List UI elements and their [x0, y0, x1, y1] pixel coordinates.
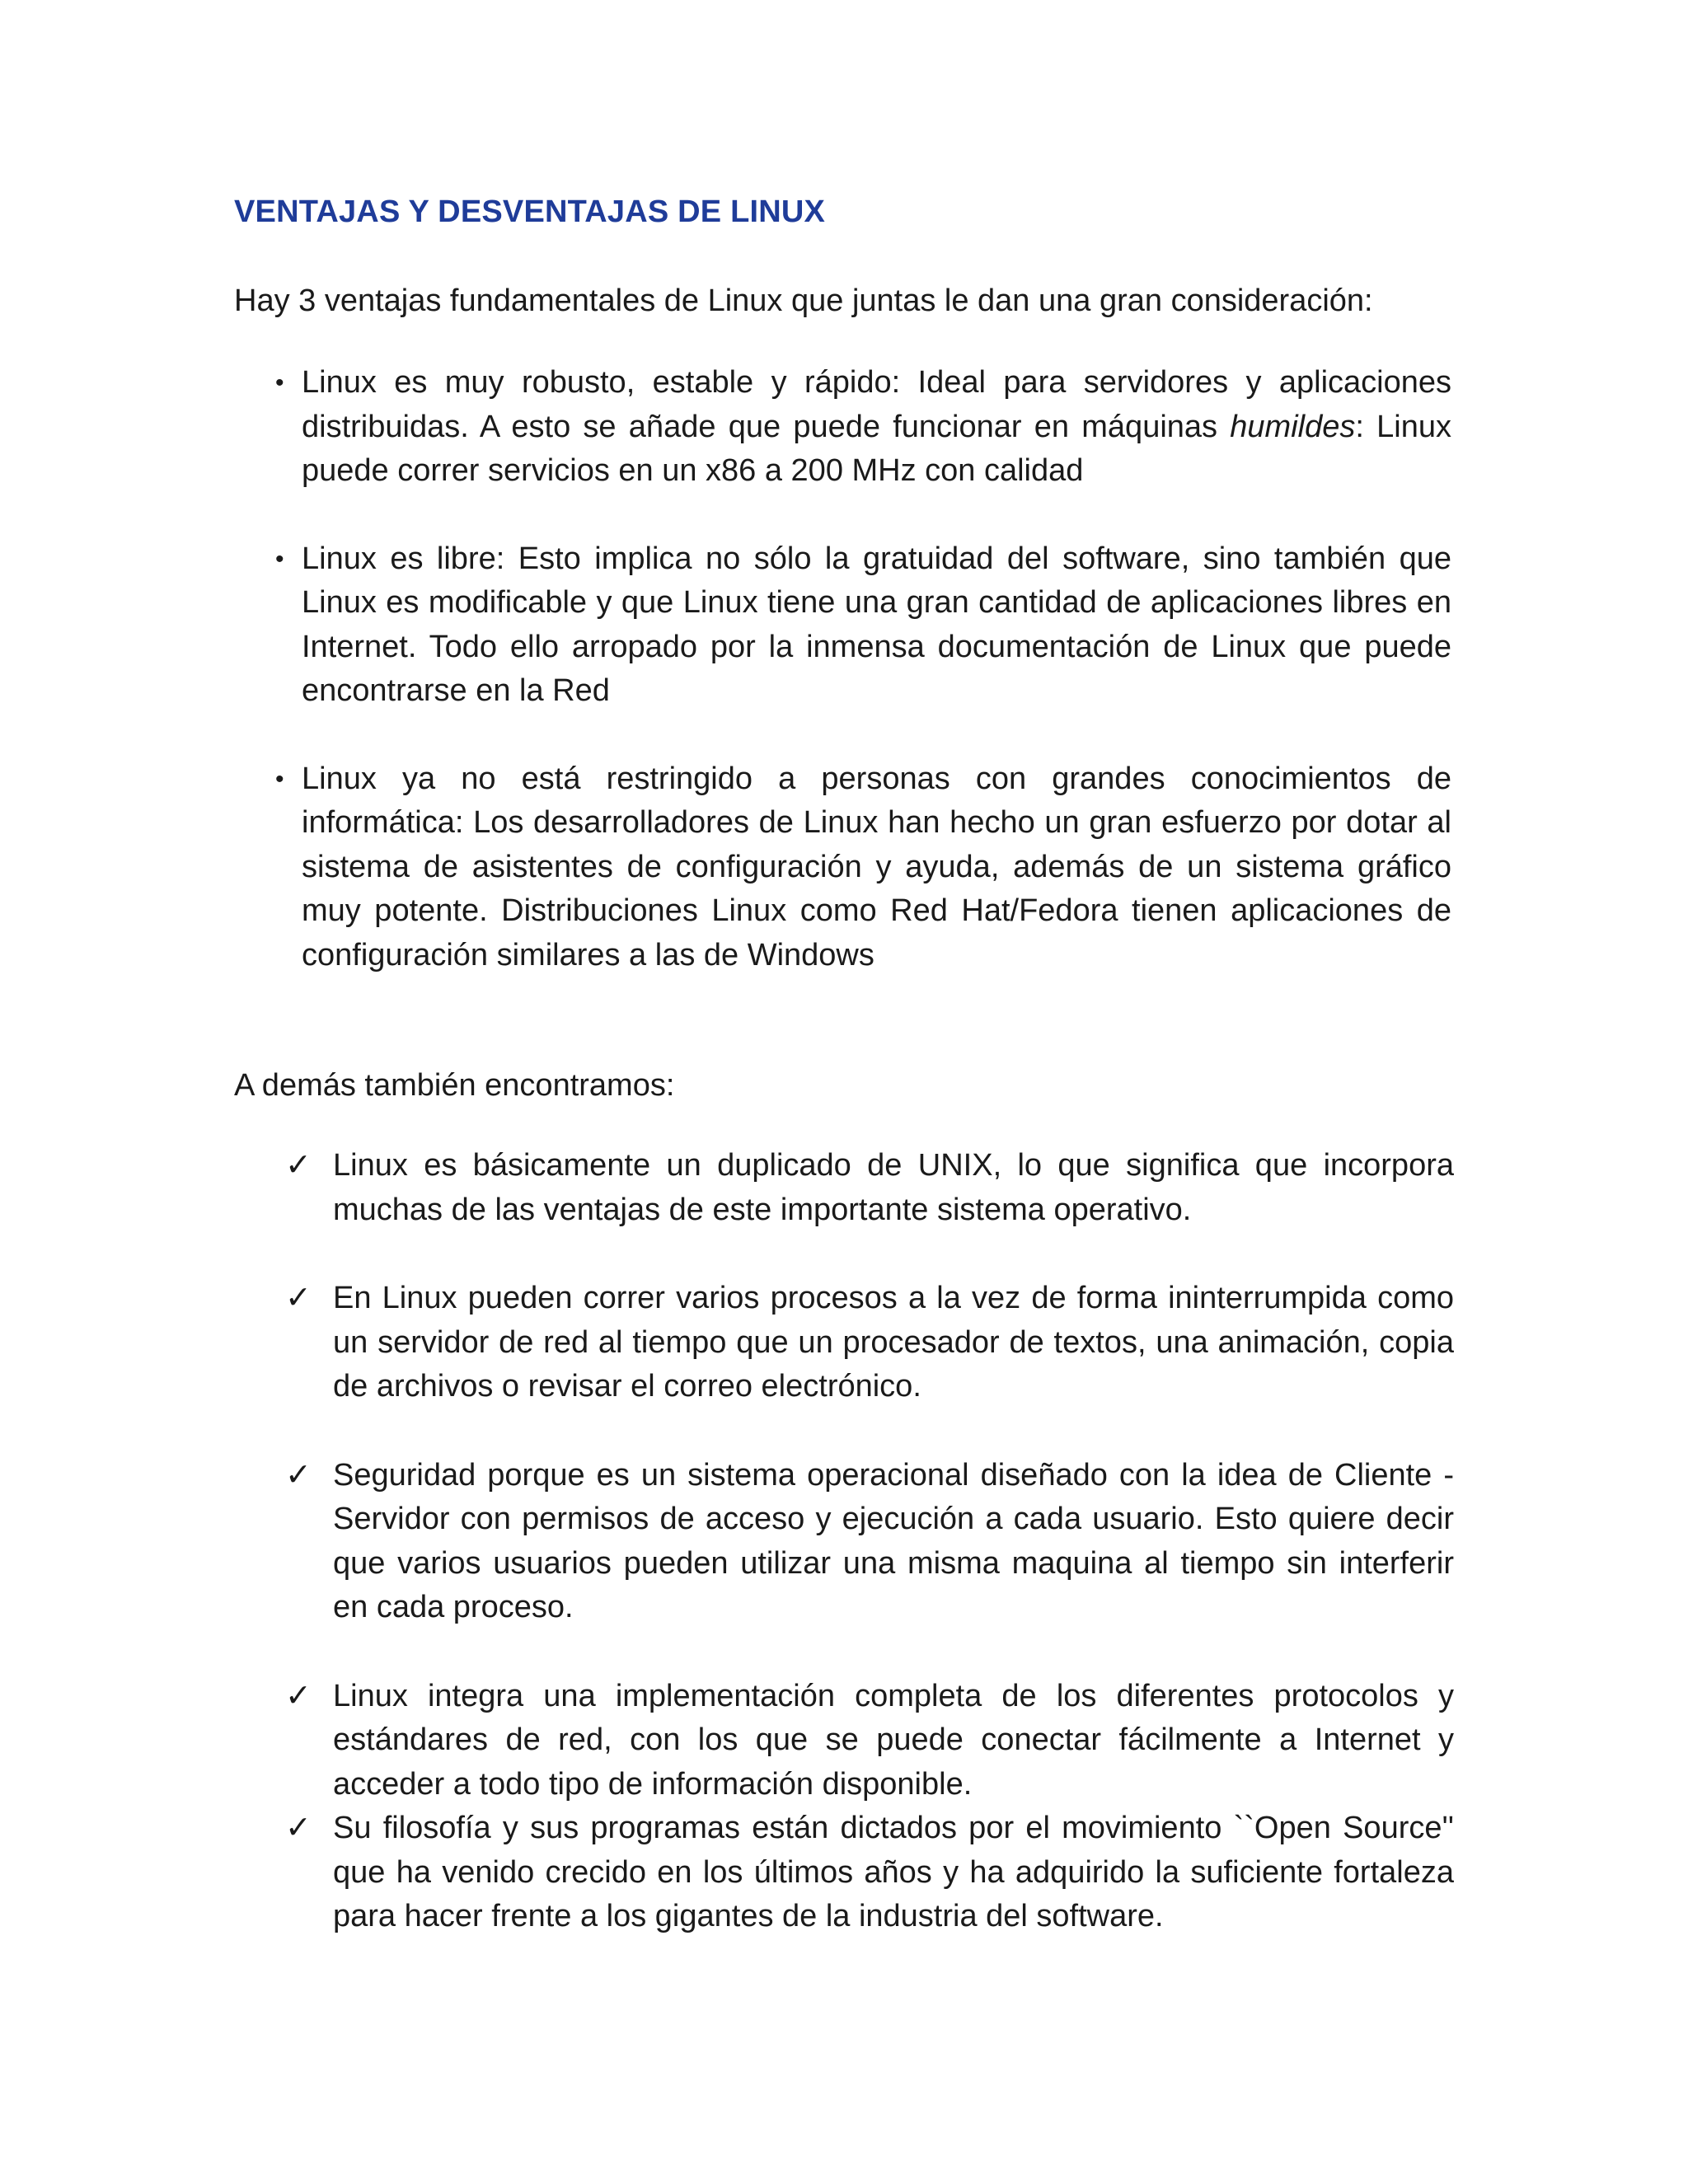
list-item [285, 1807, 1454, 1939]
bullet-icon: • [275, 765, 284, 793]
list-item [285, 1675, 1454, 1807]
advantages-bullet-list [275, 361, 1451, 977]
list-item [285, 1454, 1454, 1630]
bullet-icon: • [275, 545, 284, 573]
bullet-icon: • [275, 369, 284, 396]
list-item-text: En Linux pueden correr varios procesos a la vez de forma ininterrumpida como un servidor de red al tiempo que un procesador de textos, una animación, copia de archivos o revisar el correo electrónico. [333, 1281, 1454, 1404]
list-item-text: Linux es libre: Esto implica no sólo la gratuidad del software, sino también que Linux es modificable y que Linux tiene una gran cantidad de aplicaciones libres en Internet. Todo ello arropado por la inmensa documentación de Linux que puede encontrarse en la Red [302, 541, 1451, 708]
document-title: VENTAJAS Y DESVENTAJAS DE LINUX [234, 194, 826, 229]
list-item-text: Linux integra una implementación completa de los diferentes protocolos y estándares de red, con los que se puede conectar fácilmente a Internet y acceder a todo tipo de información disponible. [333, 1678, 1454, 1802]
additional-advantages-list [285, 1144, 1454, 1939]
list-item-text: Linux ya no está restringido a personas con grandes conocimientos de informática: Los desarrolladores de Linux han hecho un gran esfuerzo por dotar al sistema de asistentes de configuración y ayuda, además de un sistema gráfico muy potente. Distribuciones Linux como Red Hat/Fedora tienen aplicaciones de configuración similares a las de Windows [302, 761, 1451, 972]
list-item [285, 1277, 1454, 1409]
list-item-text: Seguridad porque es un sistema operacional diseñado con la idea de Cliente - Servidor con permisos de acceso y ejecución a cada usuario. Esto quiere decir que varios usuarios pueden utilizar una misma maquina al tiempo sin interferir en cada proceso. [333, 1457, 1454, 1624]
list-item [275, 537, 1451, 714]
list-item-text: Linux es básicamente un duplicado de UNIX, lo que significa que incorpora muchas de las ventajas de este importante sistema operativo. [333, 1148, 1454, 1227]
list-item-text: Su filosofía y sus programas están dictados por el movimiento ``Open Source'' que ha venido crecido en los últimos años y ha adquirido la suficiente fortaleza para hacer frente a los gigantes de la industria del software. [333, 1811, 1454, 1933]
checkmark-icon: ✓ [285, 1148, 312, 1183]
list-item [275, 361, 1451, 494]
emphasis-text: humildes [1230, 409, 1356, 444]
checkmark-icon: ✓ [285, 1457, 312, 1493]
checkmark-icon: ✓ [285, 1811, 312, 1845]
list-item-text: Linux es muy robusto, estable y rápido: Ideal para servidores y aplicaciones distribuidas. A esto se añade que puede funcionar en máquinas humildes: Linux puede correr servicios en un x86 a 200 MHz con calidad [302, 365, 1451, 488]
checkmark-icon: ✓ [285, 1281, 312, 1315]
also-heading: A demás también encontramos: [234, 1068, 675, 1103]
checkmark-icon: ✓ [285, 1678, 312, 1713]
list-item [285, 1144, 1454, 1232]
list-item [275, 757, 1451, 978]
intro-paragraph: Hay 3 ventajas fundamentales de Linux que juntas le dan una gran consideración: [234, 284, 1373, 318]
